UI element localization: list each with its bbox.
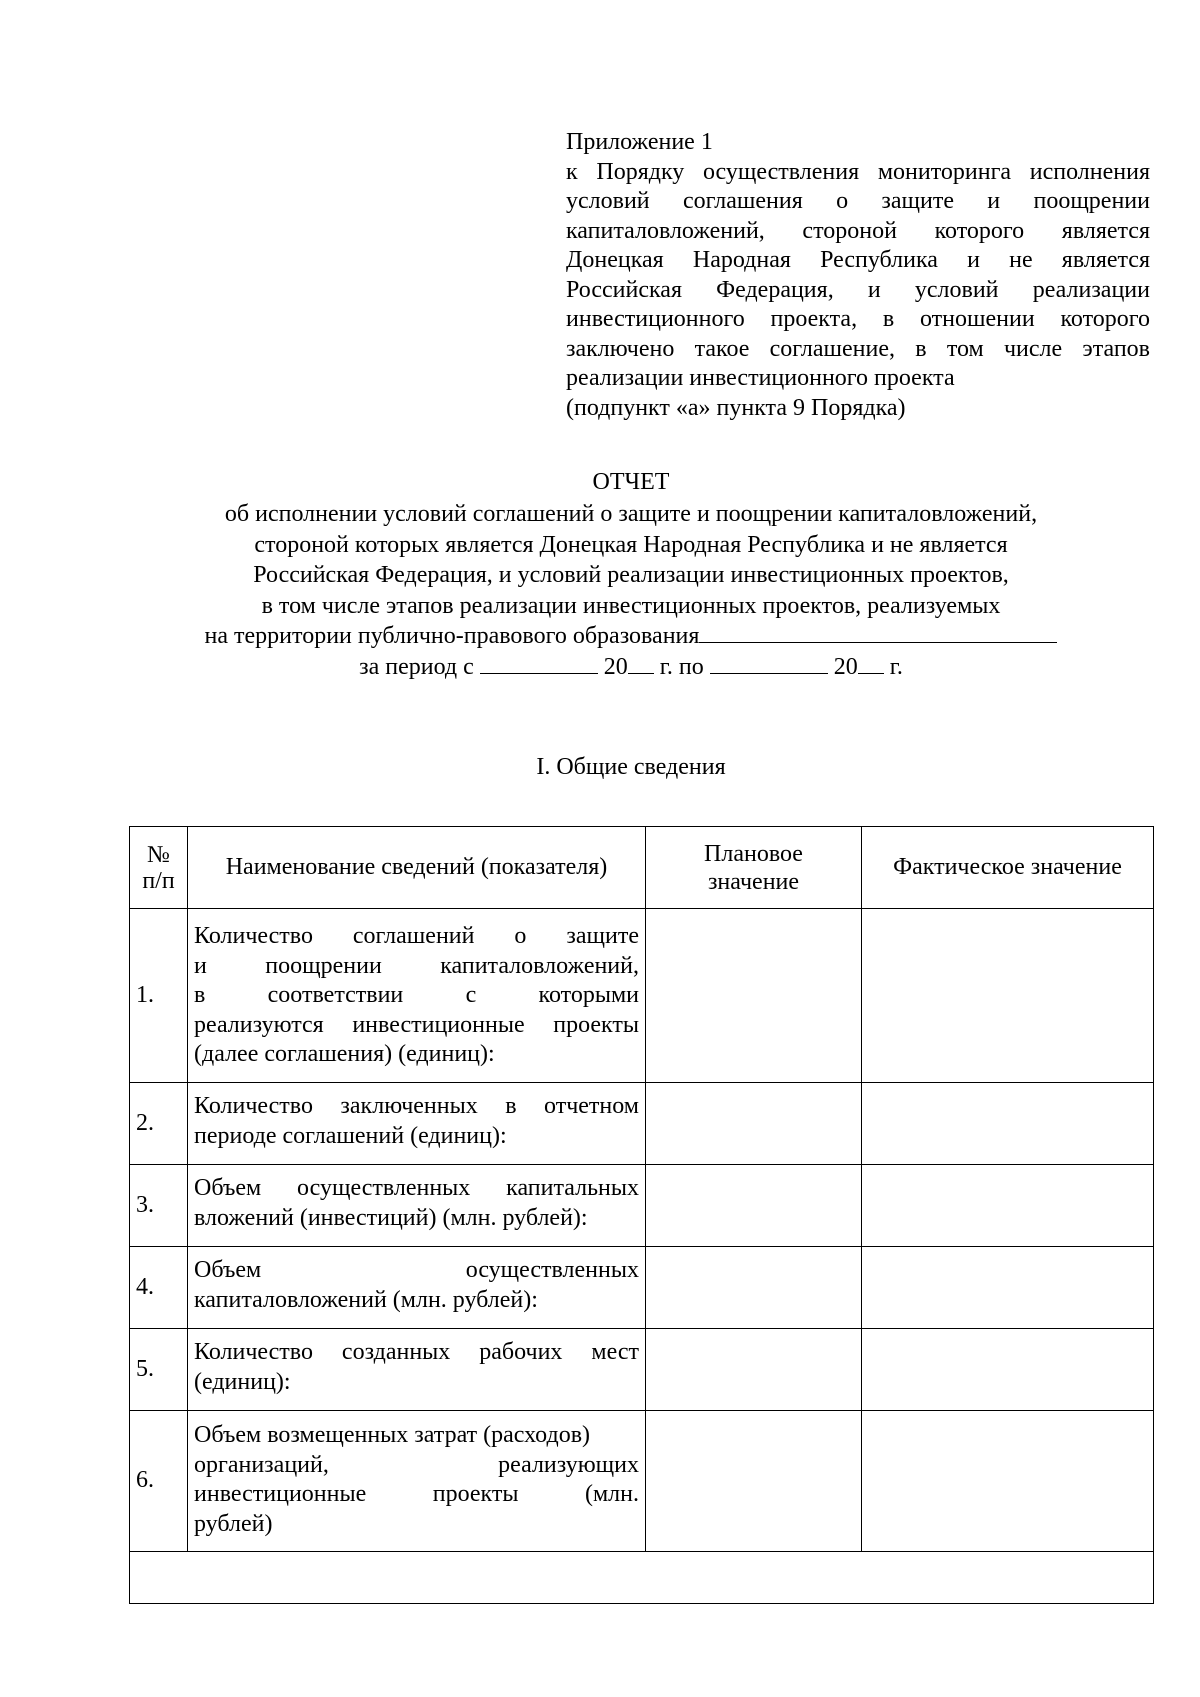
row-plan-value[interactable] [646, 1083, 862, 1165]
header-plan: Плановое значение [646, 827, 862, 909]
appendix-line: Российская Федерация, и условий реализации [566, 276, 1150, 303]
appendix-number: Приложение 1 [566, 129, 713, 155]
appendix-line: Донецкая Народная Республика и не является [566, 247, 1150, 273]
empty-row-cell[interactable] [130, 1552, 1154, 1604]
row-plan-value[interactable] [646, 1329, 862, 1411]
row-name: Объем возмещенных затрат (расходов) организаций, реализующих инвестиционные проекты (млн. рублей) [188, 1411, 646, 1552]
table-row [130, 1247, 1154, 1329]
appendix-reference: (подпункт «а» пункта 9 Порядка) [566, 394, 906, 421]
row-fact-value[interactable] [862, 1411, 1154, 1552]
period-year1: 20 [603, 653, 628, 680]
period-year2: 20 [833, 653, 858, 680]
period-line [0, 652, 1200, 683]
appendix-header [566, 128, 1150, 423]
appendix-line: инвестиционного проекта, в отношении которого [566, 306, 1150, 332]
row-name: Объем осуществленных капиталовложений (млн. рублей): [188, 1247, 646, 1329]
row-fact-value[interactable] [862, 1247, 1154, 1329]
table-row [130, 909, 1154, 1083]
row-num: 3. [130, 1165, 188, 1247]
row-name: Количество заключенных в отчетном периоде соглашений (единиц): [188, 1083, 646, 1165]
table-row [130, 1083, 1154, 1165]
period-prefix: за период с [359, 653, 474, 680]
general-info-table [129, 826, 1154, 1604]
row-plan-value[interactable] [646, 1247, 862, 1329]
row-num: 6. [130, 1411, 188, 1552]
report-line: Российская Федерация, и условий реализации инвестиционных проектов, [253, 562, 1009, 588]
report-line: об исполнении условий соглашений о защите и поощрении капиталовложений, [224, 501, 1038, 527]
row-plan-value[interactable] [646, 1411, 862, 1552]
period-mid: г. по [659, 653, 704, 680]
row-num: 1. [130, 909, 188, 1083]
header-name: Наименование сведений (показателя) [188, 827, 646, 909]
table-row [130, 1165, 1154, 1247]
row-name: Количество соглашений о защите и поощрении капиталовложений, в соответствии с которыми реализуются инвестиционные проекты (далее соглашения) (единиц): [188, 909, 646, 1083]
row-fact-value[interactable] [862, 1083, 1154, 1165]
row-plan-value[interactable] [646, 909, 862, 1083]
row-plan-value[interactable] [646, 1165, 862, 1247]
territory-line [0, 621, 1200, 652]
territory-label: на территории публично-правового образования [204, 623, 700, 649]
row-num: 5. [130, 1329, 188, 1411]
row-num: 2. [130, 1083, 188, 1165]
appendix-line: реализации инвестиционного проекта [566, 365, 955, 391]
report-subtitle [0, 499, 1200, 682]
row-num: 4. [130, 1247, 188, 1329]
header-num: № п/п [130, 827, 188, 909]
table-row-empty [130, 1552, 1154, 1604]
period-year1-blank[interactable] [628, 653, 654, 674]
report-title: ОТЧЕТ [592, 469, 670, 495]
appendix-line: условий соглашения о защите и поощрении [566, 188, 1150, 214]
period-year2-blank[interactable] [858, 653, 884, 674]
table-row [130, 1329, 1154, 1411]
row-fact-value[interactable] [862, 1165, 1154, 1247]
appendix-line: к Порядку осуществления мониторинга исполнения [566, 158, 1150, 185]
row-fact-value[interactable] [862, 1329, 1154, 1411]
header-fact: Фактическое значение [862, 827, 1154, 909]
row-name: Объем осуществленных капитальных вложений (инвестиций) (млн. рублей): [188, 1165, 646, 1247]
period-start-blank[interactable] [480, 653, 598, 674]
report-line: в том числе этапов реализации инвестиционных проектов, реализуемых [261, 592, 1001, 619]
section-title: I. Общие сведения [536, 754, 726, 780]
appendix-line: заключено такое соглашение, в том числе этапов [566, 335, 1150, 362]
period-end-blank[interactable] [710, 653, 828, 674]
table-header-row [130, 827, 1154, 909]
row-name: Количество созданных рабочих мест (единиц): [188, 1329, 646, 1411]
table-row [130, 1411, 1154, 1552]
territory-blank[interactable] [699, 622, 1057, 643]
appendix-line: капиталовложений, стороной которого является [566, 217, 1150, 244]
row-fact-value[interactable] [862, 909, 1154, 1083]
report-line: стороной которых является Донецкая Народная Республика и не является [254, 531, 1008, 558]
period-suffix: г. [889, 653, 903, 680]
